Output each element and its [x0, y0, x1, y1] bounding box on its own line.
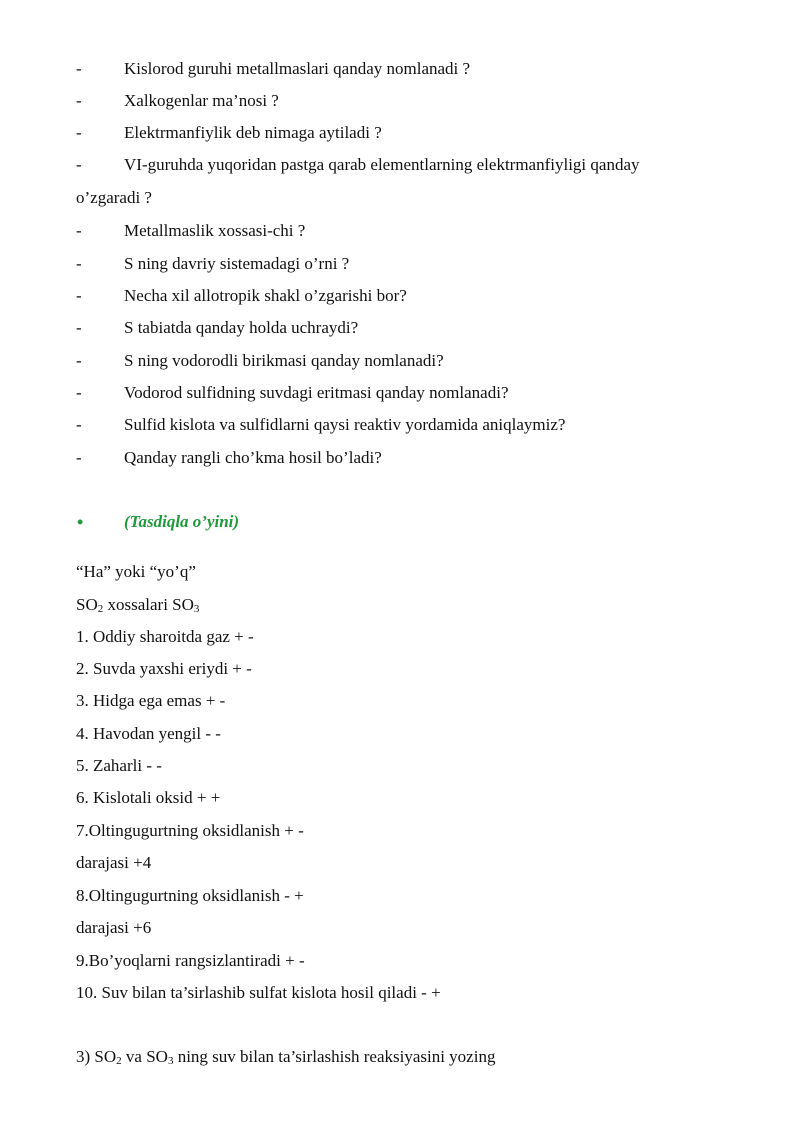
question-text: Qanday rangli cho’kma hosil bo’ladi? [124, 448, 382, 467]
dash-marker: - [76, 59, 82, 78]
property-item: 9.Bo’yoqlarni rangsizlantiradi + - [76, 951, 305, 970]
question-text: VI-guruhda yuqoridan pastga qarab elementlarning elektrmanfiyligi qanday [124, 155, 640, 174]
dash-marker: - [76, 351, 82, 370]
task-prefix: 3) SO [76, 1047, 117, 1066]
properties-heading [76, 594, 199, 616]
question-text: Xalkogenlar ma’nosi ? [124, 91, 279, 110]
dash-marker: - [76, 221, 82, 240]
dash-marker: - [76, 155, 82, 174]
question-text: Sulfid kislota va sulfidlarni qaysi reaktiv yordamida aniqlaymiz? [124, 415, 566, 434]
heading-middle-text: xossalari [103, 595, 173, 614]
dash-marker: - [76, 448, 82, 467]
bullet-marker: • [77, 512, 84, 532]
question-text: Kislorod guruhi metallmaslari qanday nomlanadi ? [124, 59, 471, 78]
question-text: S ning davriy sistemadagi o’rni ? [124, 254, 350, 273]
property-item: darajasi +6 [76, 918, 152, 937]
property-item: 10. Suv bilan ta’sirlashib sulfat kislota hosil qiladi - + [76, 983, 441, 1002]
dash-marker: - [76, 415, 82, 434]
dash-marker: - [76, 254, 82, 273]
question-text: S tabiatda qanday holda uchraydi? [124, 318, 359, 337]
dash-marker: - [76, 318, 82, 337]
question-text: Metallmaslik xossasi-chi ? [124, 221, 306, 240]
property-item: 5. Zaharli - - [76, 756, 162, 775]
task-middle: va SO [121, 1047, 168, 1066]
question-text: S ning vodorodli birikmasi qanday nomlanadi? [124, 351, 444, 370]
property-item: 4. Havodan yengil - - [76, 724, 221, 743]
dash-marker: - [76, 383, 82, 402]
property-item: darajasi +4 [76, 853, 152, 872]
property-item: 1. Oddiy sharoitda gaz + - [76, 627, 254, 646]
dash-marker: - [76, 123, 82, 142]
task-suffix: ning suv bilan ta’sirlashish reaksiyasini yozing [173, 1047, 496, 1066]
question-text: Vodorod sulfidning suvdagi eritmasi qanday nomlanadi? [124, 383, 509, 402]
task-sub-3: 3 [167, 1055, 174, 1067]
property-item: 3. Hidga ega emas + - [76, 691, 226, 710]
game-title: (Tasdiqla o’yini) [124, 512, 240, 531]
property-item: 6. Kislotali oksid + + [76, 788, 221, 807]
question-text: Necha xil allotropik shakl o’zgarishi bor? [124, 286, 407, 305]
property-item: 8.Oltingugurtning oksidlanish - + [76, 886, 304, 905]
property-item: 7.Oltingugurtning oksidlanish + - [76, 821, 304, 840]
task-line [76, 1046, 495, 1068]
dash-marker: - [76, 91, 82, 110]
property-item: 2. Suvda yaxshi eriydi + - [76, 659, 252, 678]
answer-hint: “Ha” yoki “yo’q” [76, 562, 196, 581]
question-text: Elektrmanfiylik deb nimaga aytiladi ? [124, 123, 382, 142]
question-continuation: o’zgaradi ? [76, 188, 152, 207]
task-sub-2: 2 [116, 1055, 122, 1067]
so2-formula: $SO_2$ [76, 595, 104, 615]
dash-marker: - [76, 286, 82, 305]
so3-formula: $SO_3$ [172, 595, 200, 615]
